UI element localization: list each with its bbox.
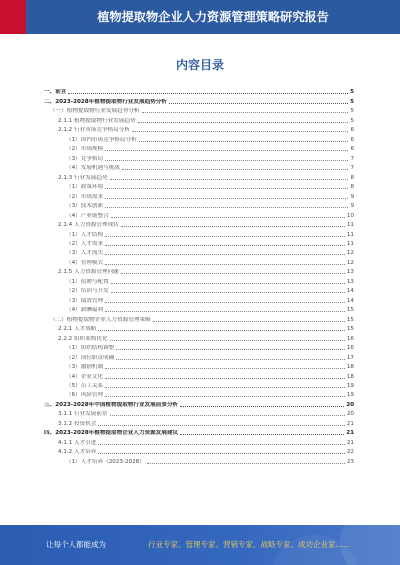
toc-entry-page: 23 [346, 458, 354, 465]
header-accent [0, 0, 26, 34]
toc-entry[interactable] [44, 105, 354, 114]
toc-heading: 内容目录 [175, 58, 224, 72]
toc-entry-label: （1）组织结构调整 [66, 345, 115, 352]
toc-entry-label: 2.1.2 行业市场竞争格局分析 [58, 127, 130, 134]
footer-banner [0, 525, 400, 565]
toc-entry-label: 三、2023-2028年中国植物提取物行业发展前景分析 [44, 401, 179, 408]
toc-entry-label: 一、前言 [44, 89, 67, 96]
toc-entry-label: （4）薪酬福利 [66, 307, 104, 314]
toc-entry-page: 15 [346, 316, 354, 323]
toc-entry-label: （5）员工关系 [66, 383, 104, 389]
toc-entry-label: 四、2023-2028年植物提取物企业人力资源发展建议 [44, 430, 179, 437]
toc-entry-label: 3.1.1 行业发展前景 [58, 411, 108, 418]
toc-leader-dots [105, 188, 348, 189]
toc-leader-dots [111, 292, 345, 293]
toc-entry-page: 17 [346, 354, 354, 361]
toc-entry-label: （6）风险管理 [66, 392, 104, 399]
table-of-contents [44, 86, 354, 511]
footer-slogan: 让每个人都能成为 [46, 540, 106, 549]
toc-entry[interactable] [44, 380, 354, 389]
toc-entry[interactable] [44, 446, 354, 455]
toc-entry[interactable] [44, 332, 354, 341]
toc-entry-label: （4）产业链整合 [66, 212, 109, 219]
toc-entry-page: 13 [346, 269, 354, 276]
toc-entry-page: 21 [346, 439, 354, 446]
toc-entry-label: （1）人才结构 [66, 231, 104, 238]
toc-entry[interactable] [44, 275, 354, 284]
toc-leader-dots [105, 264, 345, 265]
toc-entry-label: （2）岗位职责明确 [66, 354, 115, 361]
toc-entry-label: 2.1.1 植物提取物行业发展趋势 [58, 117, 136, 124]
toc-entry[interactable] [44, 133, 354, 142]
toc-entry[interactable] [44, 370, 354, 379]
toc-entry-page: 5 [350, 98, 354, 105]
toc-leader-dots [111, 283, 345, 284]
toc-entry[interactable] [44, 219, 354, 228]
toc-leader-dots [105, 311, 345, 312]
toc-entry-label: （4）发展机遇与挑战 [66, 165, 120, 172]
toc-entry[interactable] [44, 114, 354, 123]
toc-entry-label: （1）人才培养（2023-2028） [66, 458, 145, 465]
toc-entry-label: （2）人才需求 [66, 240, 104, 247]
toc-entry-page: 22 [346, 449, 354, 456]
toc-entry-page: 16 [346, 335, 354, 342]
toc-entry-label: （二）植物提取物企业人力资源管理策略 [50, 316, 151, 323]
toc-entry-page: 5 [350, 89, 354, 96]
toc-entry-page: 19 [346, 383, 354, 389]
toc-entry[interactable] [44, 238, 354, 247]
toc-entry-page: 10 [346, 212, 354, 219]
toc-leader-dots [110, 340, 345, 341]
toc-leader-dots [105, 236, 345, 237]
toc-entry[interactable] [44, 143, 354, 152]
toc-entry[interactable] [44, 389, 354, 398]
toc-entry[interactable] [44, 200, 354, 209]
toc-entry[interactable] [44, 162, 354, 171]
toc-entry[interactable] [44, 124, 354, 133]
toc-entry-page: 18 [346, 373, 354, 380]
toc-leader-dots [116, 349, 345, 350]
toc-entry[interactable] [44, 285, 354, 294]
toc-leader-dots [122, 169, 349, 170]
report-title: 植物提取物企业人力资源管理策略研究报告 [97, 10, 329, 24]
toc-leader-dots [105, 387, 345, 388]
toc-entry[interactable] [44, 342, 354, 351]
toc-entry-label: （1）招聘与配置 [66, 278, 109, 285]
toc-entry-label: （3）绩效管理 [66, 297, 104, 304]
toc-entry-page: 19 [346, 392, 354, 399]
toc-leader-dots [180, 406, 344, 407]
toc-leader-dots [105, 160, 348, 161]
toc-entry[interactable] [44, 436, 354, 445]
toc-entry[interactable] [44, 181, 354, 190]
toc-entry-page: 8 [350, 184, 354, 191]
toc-entry[interactable] [44, 351, 354, 360]
toc-entry[interactable] [44, 313, 354, 322]
toc-entry[interactable] [44, 455, 354, 464]
toc-entry[interactable] [44, 266, 354, 275]
toc-entry[interactable] [44, 408, 354, 417]
toc-leader-dots [180, 434, 344, 435]
toc-entry-label: （3）激励机制 [66, 364, 104, 371]
toc-entry[interactable] [44, 171, 354, 180]
toc-leader-dots [105, 198, 348, 199]
toc-entry-label: 4.1.2 人才培养 [58, 449, 97, 456]
toc-leader-dots [98, 453, 344, 454]
toc-entry-page: 11 [346, 240, 354, 247]
toc-entry-page: 14 [346, 288, 354, 295]
toc-leader-dots [105, 254, 345, 255]
footer-tagline: 行业专家、管理专家、营销专家、战略专家、成功企业家…… [148, 540, 351, 549]
toc-entry-label: 2.1.3 行业发展趋势 [58, 174, 108, 181]
toc-entry[interactable] [44, 398, 354, 407]
toc-leader-dots [105, 368, 345, 369]
toc-leader-dots [105, 207, 348, 208]
header-bar [0, 0, 400, 34]
toc-entry-label: （一）植物提取物行业发展趋势分析 [50, 108, 140, 115]
toc-leader-dots [110, 415, 345, 416]
toc-leader-dots [142, 112, 349, 113]
toc-entry-label: （2）培训与开发 [66, 288, 109, 295]
toc-entry[interactable] [44, 304, 354, 313]
toc-entry-label: （3）竞争格局 [66, 155, 104, 162]
toc-entry-label: （3）人才流失 [66, 250, 104, 257]
toc-leader-dots [105, 245, 345, 246]
toc-entry-page: 16 [346, 345, 354, 352]
toc-leader-dots [116, 359, 345, 360]
toc-entry-label: 二、2023-2028年植物提取物行业发展趋势分析 [44, 98, 167, 105]
toc-entry-label: 2.1.5 人力资源管理问题 [58, 269, 119, 276]
toc-leader-dots [147, 463, 345, 464]
toc-leader-dots [105, 150, 348, 151]
toc-entry[interactable] [44, 256, 354, 265]
toc-entry-label: 4.1.1 人才引进 [58, 439, 97, 446]
toc-entry-page: 6 [350, 136, 354, 143]
toc-leader-dots [111, 217, 345, 218]
toc-entry-page: 9 [350, 193, 354, 200]
toc-entry[interactable] [44, 152, 354, 161]
toc-entry-label: 3.1.2 投资机会 [58, 420, 97, 427]
toc-entry-page: 18 [346, 364, 354, 371]
toc-entry-label: （4）管理模式 [66, 259, 104, 266]
toc-entry[interactable] [44, 209, 354, 218]
toc-entry-page: 11 [346, 222, 354, 229]
toc-entry[interactable] [44, 228, 354, 237]
toc-entry-label: 2.2.1 人才战略 [58, 326, 97, 333]
toc-entry-page: 11 [346, 231, 354, 238]
toc-entry-page: 20 [346, 411, 354, 418]
toc-leader-dots [169, 103, 348, 104]
toc-leader-dots [121, 273, 345, 274]
toc-entry-page: 7 [350, 165, 354, 172]
toc-entry-page: 20 [346, 401, 354, 408]
toc-leader-dots [98, 444, 344, 445]
toc-entry-page: 12 [346, 250, 354, 257]
toc-entry[interactable] [44, 323, 354, 332]
toc-leader-dots [105, 396, 345, 397]
toc-leader-dots [139, 141, 349, 142]
toc-entry[interactable] [44, 417, 354, 426]
toc-entry-page: 13 [346, 278, 354, 285]
toc-leader-dots [105, 378, 345, 379]
toc-entry[interactable] [44, 190, 354, 199]
toc-leader-dots [105, 302, 345, 303]
toc-leader-dots [153, 321, 345, 322]
toc-entry[interactable] [44, 95, 354, 104]
toc-entry-page: 21 [346, 430, 354, 437]
toc-entry-page: 5 [350, 108, 354, 115]
toc-entry[interactable] [44, 86, 354, 95]
toc-entry-label: （2）市场需求 [66, 193, 104, 200]
toc-entry[interactable] [44, 247, 354, 256]
toc-leader-dots [138, 122, 349, 123]
toc-entry-label: （1）政策环境 [66, 184, 104, 191]
toc-entry-page: 6 [350, 127, 354, 134]
toc-entry-page: 15 [346, 326, 354, 333]
toc-leader-dots [132, 131, 348, 132]
toc-entry-label: 2.2.2 组织架构优化 [58, 335, 108, 342]
toc-entry-page: 8 [350, 174, 354, 181]
toc-entry-page: 6 [350, 146, 354, 153]
toc-entry-label: （3）技术创新 [66, 203, 104, 210]
toc-entry-page: 7 [350, 155, 354, 162]
toc-entry-page: 5 [350, 117, 354, 124]
toc-entry-label: 2.1.4 人力资源管理现状 [58, 222, 119, 229]
toc-leader-dots [98, 330, 344, 331]
toc-entry[interactable] [44, 294, 354, 303]
toc-entry-page: 9 [350, 203, 354, 210]
toc-entry-page: 12 [346, 259, 354, 266]
toc-entry-page: 15 [346, 307, 354, 314]
toc-entry-page: 21 [346, 420, 354, 427]
toc-leader-dots [98, 425, 344, 426]
toc-leader-dots [110, 179, 349, 180]
toc-entry-label: （4）企业文化 [66, 373, 104, 380]
toc-entry[interactable] [44, 361, 354, 370]
toc-leader-dots [121, 226, 345, 227]
toc-entry-page: 14 [346, 297, 354, 304]
toc-leader-dots [68, 93, 348, 94]
toc-entry[interactable] [44, 427, 354, 436]
toc-entry-label: （2）市场规模 [66, 146, 104, 153]
toc-entry-label: （1）国内市场竞争格局分析 [66, 136, 137, 143]
